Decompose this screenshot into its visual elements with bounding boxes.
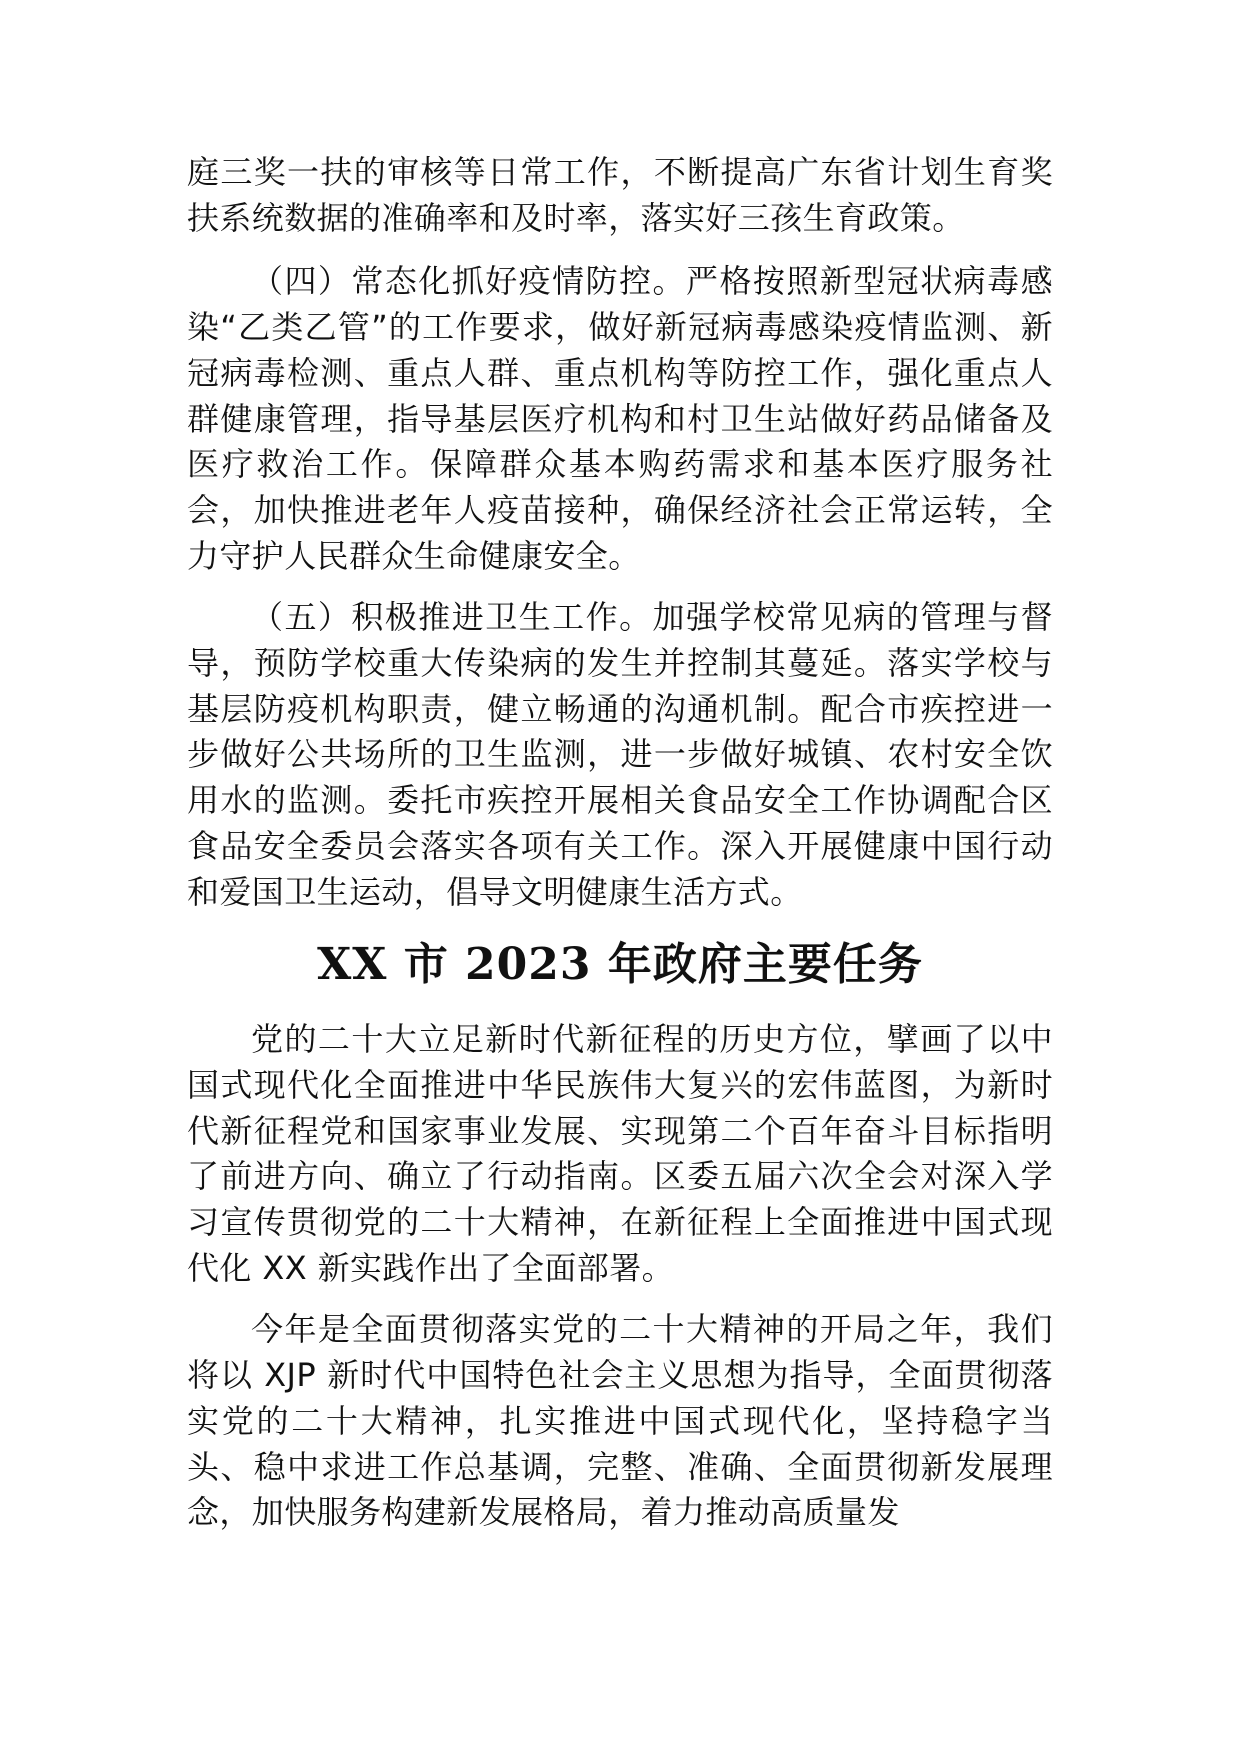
paragraph-epidemic-prevention: （四）常态化抓好疫情防控。严格按照新型冠状病毒感染“乙类乙管”的工作要求，做好新冠病毒感染疫情监测、新冠病毒检测、重点人群、重点机构等防控工作，强化重点人群健康管理，指导基层医疗机构和村卫生站做好药品储备及医疗救治工作。保障群众基本购药需求和基本医疗服务社会，加快推进老年人疫苗接种，确保经济社会正常运转，全力守护人民群众生命健康安全。 — [187, 262, 1053, 575]
paragraph-continued: 庭三奖一扶的审核等日常工作，不断提高广东省计划生育奖扶系统数据的准确率和及时率，落实好三孩生育政策。 — [187, 153, 1053, 237]
document-page — [187, 150, 1053, 1552]
section-title: XX 市 2023 年政府主要任务 — [317, 939, 923, 991]
paragraph-health-work: （五）积极推进卫生工作。加强学校常见病的管理与督导，预防学校重大传染病的发生并控制其蔓延。落实学校与基层防疫机构职责，健立畅通的沟通机制。配合市疾控进一步做好公共场所的卫生监测，进一步做好城镇、农村安全饮用水的监测。委托市疾控开展相关食品安全工作协调配合区食品安全委员会落实各项有关工作。深入开展健康中国行动和爱国卫生运动，倡导文明健康生活方式。 — [187, 598, 1053, 911]
paragraph-party-congress: 党的二十大立足新时代新征程的历史方位，擘画了以中国式现代化全面推进中华民族伟大复兴的宏伟蓝图，为新时代新征程党和国家事业发展、实现第二个百年奋斗目标指明了前进方向、确立了行动指南。区委五届六次全会对深入学习宣传贯彻党的二十大精神，在新征程上全面推进中国式现代化 XX 新实践作出了全面部署。 — [187, 1020, 1053, 1287]
paragraph-this-year: 今年是全面贯彻落实党的二十大精神的开局之年，我们将以 XJP 新时代中国特色社会主义思想为指导，全面贯彻落实党的二十大精神，扎实推进中国式现代化，坚持稳字当头、稳中求进工作总基调，完整、准确、全面贯彻新发展理念，加快服务构建新发展格局，着力推动高质量发 — [187, 1310, 1053, 1532]
